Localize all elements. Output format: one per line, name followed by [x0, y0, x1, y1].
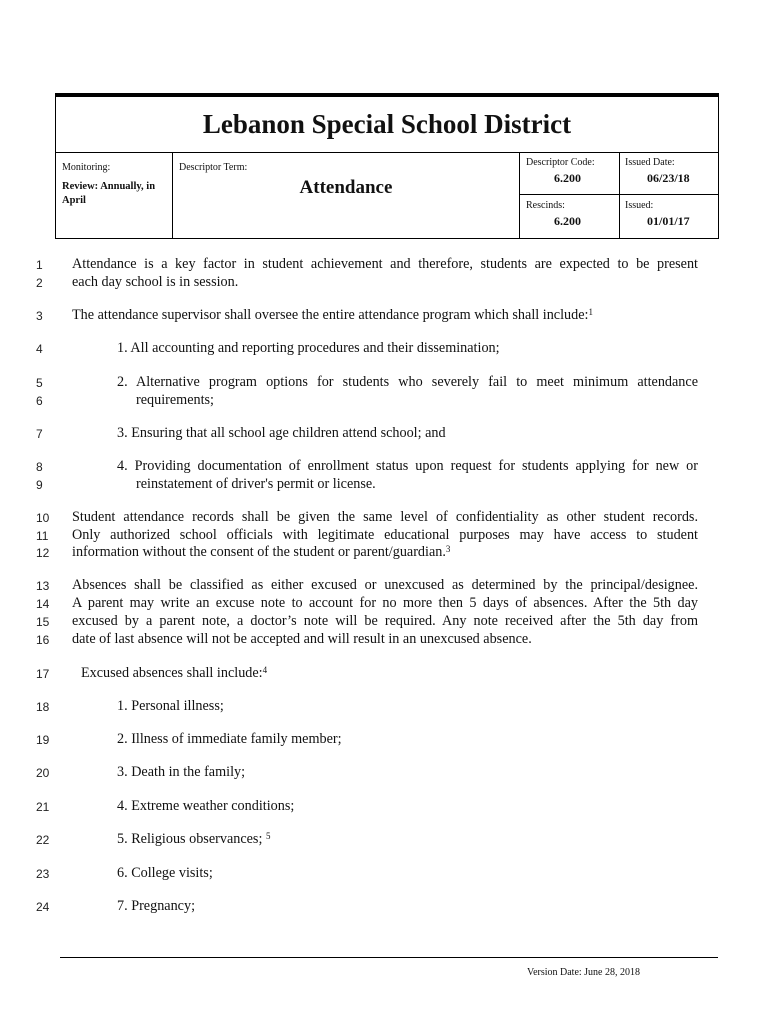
list-item: 1. All accounting and reporting procedures and their dissemination;: [117, 340, 500, 356]
paragraph-line: Student attendance records shall be given the same level of confidentiality as other student records.: [72, 509, 698, 525]
paragraph-line: Only authorized school officials with legitimate educational purposes may have access to student: [72, 527, 698, 543]
list-item: 2. Illness of immediate family member;: [117, 731, 342, 747]
line-number: 21: [36, 800, 50, 814]
line-number: 4: [36, 342, 43, 356]
paragraph-text: The attendance supervisor shall oversee the entire attendance program which shall include:: [72, 307, 589, 323]
rescinds-label: Rescinds:: [526, 200, 565, 211]
descriptor-term-cell: [173, 153, 520, 238]
monitoring-cell: [56, 153, 173, 238]
footnote-ref: 1: [588, 307, 593, 317]
list-item: [117, 831, 270, 848]
line-number: 5: [36, 376, 43, 390]
paragraph-line: excused by a parent note, a doctor’s note will be required. Any note received after the 5th day from: [72, 613, 698, 629]
line-number: 1: [36, 258, 43, 272]
line-number: 8: [36, 460, 43, 474]
descriptor-term-value: Attendance: [299, 177, 393, 198]
line-number: 9: [36, 478, 43, 492]
line-number: 20: [36, 766, 50, 780]
list-item-continuation: requirements;: [136, 392, 215, 408]
line-number: 16: [36, 633, 50, 647]
version-date: Version Date: June 28, 2018: [526, 967, 640, 978]
line-number: 6: [36, 394, 43, 408]
line-number: 18: [36, 700, 50, 714]
descriptor-code-cell: [520, 153, 620, 238]
policy-header: [55, 93, 719, 239]
line-number: 3: [36, 309, 43, 323]
monitoring-value-line1: Review: Annually, in: [62, 181, 156, 192]
descriptor-term-label: Descriptor Term:: [179, 162, 248, 173]
footnote-ref: 4: [262, 665, 268, 675]
descriptor-code-label: Descriptor Code:: [526, 157, 595, 168]
list-item-continuation: reinstatement of driver's permit or license.: [136, 476, 376, 492]
line-number: 23: [36, 867, 50, 881]
paragraph-text: Excused absences shall include:: [81, 665, 263, 681]
list-item: 3. Death in the family;: [117, 764, 246, 780]
paragraph-text: information without the consent of the student or parent/guardian.: [72, 544, 446, 560]
line-number: 19: [36, 733, 50, 747]
cell-divider: [620, 194, 718, 195]
paragraph-line: date of last absence will not be accepted and will result in an unexcused absence.: [72, 631, 532, 647]
list-item: 6. College visits;: [117, 865, 213, 881]
issued-label: Issued:: [625, 200, 654, 211]
line-number: 22: [36, 833, 50, 847]
footer-divider: [60, 957, 718, 958]
line-number: 11: [36, 529, 49, 543]
list-item: 4. Extreme weather conditions;: [117, 798, 295, 814]
line-number: 24: [36, 900, 50, 914]
paragraph-line: Absences shall be classified as either excused or unexcused as determined by the principal/designee.: [72, 577, 698, 593]
issued-date-value: 06/23/18: [647, 171, 690, 185]
footnote-ref: 3: [445, 544, 451, 554]
line-number: 10: [36, 511, 50, 525]
rescinds-value: 6.200: [554, 214, 581, 228]
paragraph-line: [72, 307, 593, 324]
district-title: Lebanon Special School District: [202, 109, 572, 139]
issued-date-cell: [620, 153, 718, 238]
header-info-row: [56, 152, 718, 238]
line-number: 14: [36, 597, 50, 611]
issued-date-label: Issued Date:: [625, 157, 675, 168]
line-number: 13: [36, 579, 50, 593]
paragraph-line: A parent may write an excuse note to account for no more then 5 days of absences. After the 5th day: [72, 595, 698, 611]
issued-value: 01/01/17: [647, 214, 690, 228]
monitoring-label: Monitoring:: [62, 162, 111, 173]
footnote-ref: 5: [265, 831, 271, 841]
line-number: 15: [36, 615, 50, 629]
list-item: 2. Alternative program options for students who severely fail to meet minimum attendance: [117, 374, 698, 390]
paragraph-line: [72, 544, 450, 561]
line-number: 7: [36, 427, 43, 441]
list-item: 7. Pregnancy;: [117, 898, 196, 914]
paragraph-line: each day school is in session.: [72, 274, 239, 290]
descriptor-code-value: 6.200: [554, 171, 581, 185]
list-item: 3. Ensuring that all school age children attend school; and: [117, 425, 446, 441]
list-item: 1. Personal illness;: [117, 698, 224, 714]
line-number: 12: [36, 546, 50, 560]
line-number: 17: [36, 667, 50, 681]
cell-divider: [520, 194, 619, 195]
paragraph-line: Attendance is a key factor in student achievement and therefore, students are expected to be present: [72, 256, 698, 272]
paragraph-line: [81, 665, 267, 682]
list-item: 4. Providing documentation of enrollment status upon request for students applying for new or: [117, 458, 698, 474]
list-item-text: 5. Religious observances;: [117, 831, 263, 847]
monitoring-value-line2: April: [62, 195, 86, 206]
line-number: 2: [36, 276, 43, 290]
